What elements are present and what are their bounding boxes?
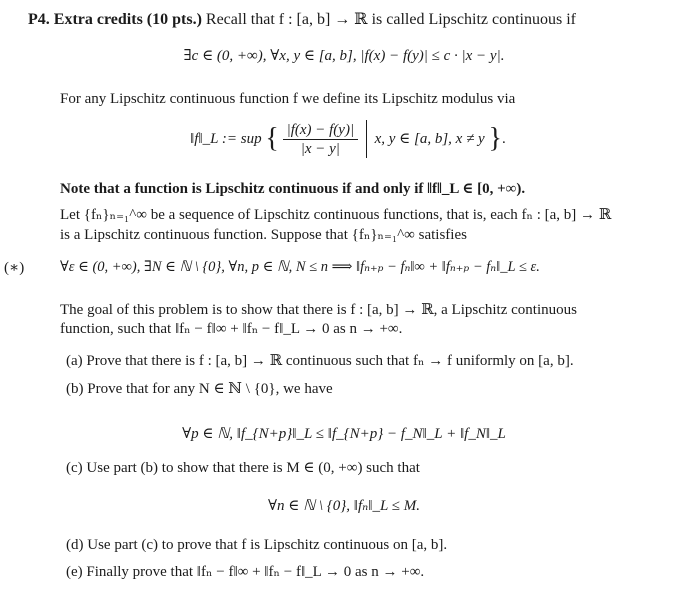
note: Note that a function is Lipschitz continuous if and only if ‖f‖_L ∈ [0, +∞). [60, 181, 526, 197]
problem-statement-line [28, 10, 576, 29]
modulus-denominator: |x − y| [300, 140, 340, 157]
modulus-definition: ‖f‖_L := sup { $\frac{|f(x) - f(y)|}{|x - y|}$ x, y ∈ [a, b], x ≠ y }. [190, 121, 506, 157]
left-brace: { [265, 123, 279, 155]
problem-intro: Recall that f : [a, b] → ℝ is called Lipschitz continuous if [205, 11, 576, 28]
right-brace: } [488, 123, 502, 155]
sequence-line-2: is a Lipschitz continuous function. Suppose that {fₙ}ₙ₌₁^∞ satisfies [60, 227, 467, 243]
modulus-lhs: ‖f‖_L := sup [190, 131, 262, 147]
lipschitz-condition: ∃c ∈ (0, +∞), ∀x, y ∈ [a, b], |f(x) − f(y)| ≤ c · |x − y|. [183, 48, 505, 64]
part-e: (e) Finally prove that ‖fₙ − f‖∞ + ‖fₙ − f‖_L → 0 as n → +∞. [66, 564, 425, 580]
problem-heading: P4. Extra credits (10 pts.) [28, 11, 202, 28]
modulus-numerator: |f(x) − f(y)| [283, 121, 359, 140]
modulus-fraction [283, 121, 359, 158]
part-c: (c) Use part (b) to show that there is M ∈ (0, +∞) such that [66, 460, 420, 476]
sequence-line-1: Let {fₙ}ₙ₌₁^∞ be a sequence of Lipschitz continuous functions, that is, each fₙ : [a, b] → ℝ [60, 207, 612, 223]
star-formula: ∀ε ∈ (0, +∞), ∃N ∈ ℕ \ {0}, ∀n, p ∈ ℕ, N ≤ n ⟹ ‖fₙ₊ₚ − fₙ‖∞ + ‖fₙ₊ₚ − fₙ‖_L ≤ ε. [60, 259, 540, 275]
goal-line-2: function, such that ‖fₙ − f‖∞ + ‖fₙ − f‖_L → 0 as n → +∞. [60, 321, 403, 337]
part-b-formula: ∀p ∈ ℕ, ‖f_{N+p}‖_L ≤ ‖f_{N+p} − f_N‖_L + ‖f_N‖_L [182, 426, 506, 442]
part-b: (b) Prove that for any N ∈ ℕ \ {0}, we have [66, 381, 333, 397]
modulus-intro: For any Lipschitz continuous function f we define its Lipschitz modulus via [60, 91, 516, 107]
part-c-formula: ∀n ∈ ℕ \ {0}, ‖fₙ‖_L ≤ M. [267, 498, 421, 514]
set-separator [366, 120, 367, 158]
goal-line-1: The goal of this problem is to show that there is f : [a, b] → ℝ, a Lipschitz continuous [60, 302, 577, 318]
star-label: (∗) [4, 260, 25, 276]
modulus-condition: x, y ∈ [a, b], x ≠ y [374, 131, 485, 147]
part-a: (a) Prove that there is f : [a, b] → ℝ continuous such that fₙ → f uniformly on [a, b]. [66, 353, 574, 369]
part-d: (d) Use part (c) to prove that f is Lipschitz continuous on [a, b]. [66, 537, 448, 553]
